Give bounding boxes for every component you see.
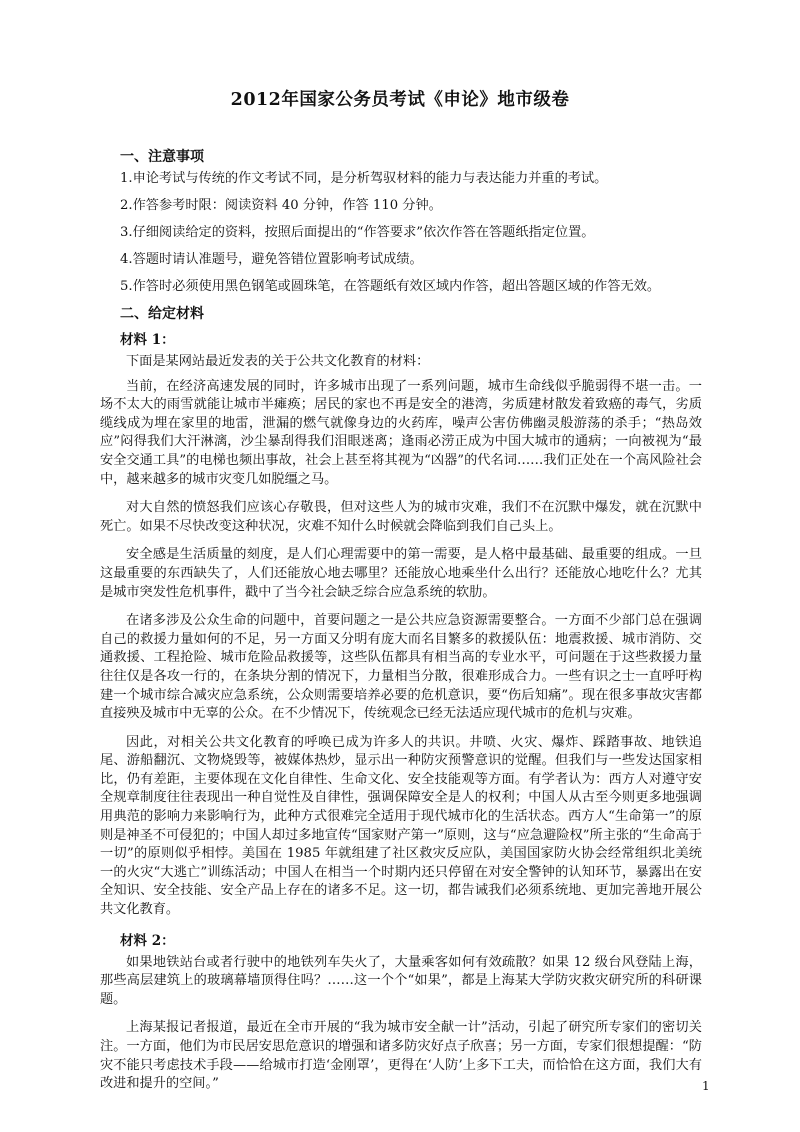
note-item: 3.仔细阅读给定的资料，按照后面提出的“作答要求”依次作答在答题纸指定位置。	[120, 225, 595, 240]
section-heading-materials: 二、给定材料	[120, 306, 204, 322]
paragraph: 因此，对相关公共文化教育的呼唤已成为许多人的共识。井喷、火灾、爆炸、踩踏事故、地铁追尾、游船翻沉、文物烧毁等，被媒体热炒，显示出一种防灾预警意识的觉醒。但我们与一些发达国家相比，仍有差距，主要体现在文化自律性、生命文化、安全技能观等方面。有学者认为：西方人对遵守安全规章制度往往表现出一种自觉性及自律性，强调保障安全是人的权利；中国人从古至今则更多地强调用典范的影响力来影响行为，此种方式很难完全适用于现代城市化的生活状态。西方人“生命第一”的原则是神圣不可侵犯的；中国人却过多地宣传“国家财产第一”原则，这与“应急避险权”所主张的“生命高于一切”的原则似乎相悖。美国在 1985 年就组建了社区救灾反应队，美国国家防火协会经常组织北美统一的火灾“大逃亡”训练活动；中国人在相当一个时期内还只停留在对安全警钟的认知环节，暴露出在安全知识、安全技能、安全产品上存在的诸多不足。这一切，都告诫我们必须系统地、更加完善地开展公共文化教育。	[100, 734, 702, 918]
note-item: 5.作答时必须使用黑色钢笔或圆珠笔，在答题纸有效区域内作答，超出答题区域的作答无效。	[120, 279, 661, 294]
paragraph: 上海某报记者报道，最近在全市开展的“我为城市安全献一计”活动，引起了研究所专家们的密切关注。一方面，他们为市民居安思危意识的增强和诸多防灾好点子欣喜；另一方面，专家们很想提醒：“防灾不能只考虑技术手段——给城市打造‘金刚罩’，更得在‘人防’上多下工夫，而恰恰在这方面，我们大有改进和提升的空间。”	[100, 1020, 702, 1092]
note-item: 1.申论考试与传统的作文考试不同，是分析驾驭材料的能力与表达能力并重的考试。	[120, 171, 608, 186]
note-item: 2.作答参考时限：阅读资料 40 分钟，作答 110 分钟。	[120, 198, 442, 213]
paragraph: 当前，在经济高速发展的同时，许多城市出现了一系列问题，城市生命线似乎脆弱得不堪一击。一场不太大的雨雪就能让城市半瘫痪；居民的家也不再是安全的港湾，劣质建材散发着致癌的毒气，劣质缆线成为埋在家里的地雷，泄漏的燃气就像身边的火药库，噪声公害仿佛幽灵般游荡的杀手；“热岛效应”闷得我们大汗淋漓，沙尘暴刮得我们泪眼迷离；逢雨必涝正成为中国大城市的通病；一向被视为“最安全交通工具”的电梯也频出事故，社会上甚至将其视为“凶器”的代名词……我们正处在一个高风险社会中，越来越多的城市灾变几如脱缰之马。	[100, 378, 702, 487]
paragraph: 对大自然的愤怒我们应该心存敬畏，但对这些人为的城市灾难，我们不在沉默中爆发，就在沉默中死亡。如果不尽快改变这种状况，灾难不知什么时候就会降临到我们自己头上。	[100, 500, 702, 534]
material-1-heading: 材料 1：	[120, 332, 175, 348]
note-item: 4.答题时请认准题号，避免答错位置影响考试成绩。	[120, 252, 423, 267]
page-number: 1	[702, 1079, 710, 1093]
document-title: 2012年国家公务员考试《申论》地市级卷	[230, 90, 570, 110]
paragraph: 在诸多涉及公众生命的问题中，首要问题之一是公共应急资源需要整合。一方面不少部门总在强调自己的救援力量如何的不足，另一方面又分明有庞大而名目繁多的救援队伍：地震救援、城市消防、交通救援、工程抢险、城市危险品救援等，这些队伍都具有相当高的专业水平，可问题在于这些救援力量往往仅是各攻一行的，在条块分割的情况下，力量相当分散，很难形成合力。一些有识之士一直呼吁构建一个城市综合减灾应急系统，公众则需要培养必要的危机意识，要“伤后知痛”。现在很多事故灾害都直接殃及城市中无辜的公众。在不少情况下，传统观念已经无法适应现代城市的危机与灾难。	[100, 613, 702, 722]
material-2-heading: 材料 2：	[120, 932, 175, 949]
paragraph: 下面是某网站最近发表的关于公共文化教育的材料：	[126, 354, 430, 369]
document-body	[100, 146, 702, 1104]
section-heading-notes: 一、注意事项	[120, 149, 204, 165]
paragraph: 安全感是生活质量的刻度，是人们心理需要中的第一需要，是人格中最基础、最重要的组成。一旦这最重要的东西缺失了，人们还能放心地去哪里？还能放心地乘坐什么出行？还能放心地吃什么？尤其是城市突发性危机事件，戳中了当今社会缺乏综合应急系统的软肋。	[100, 547, 702, 600]
paragraph: 如果地铁站台或者行驶中的地铁列车失火了，大量乘客如何有效疏散？如果 12 级台风登陆上海，那些高层建筑上的玻璃幕墙顶得住吗？……这一个个“如果”，都是上海某大学防灾救灾研究所的科研课题。	[100, 954, 702, 1007]
